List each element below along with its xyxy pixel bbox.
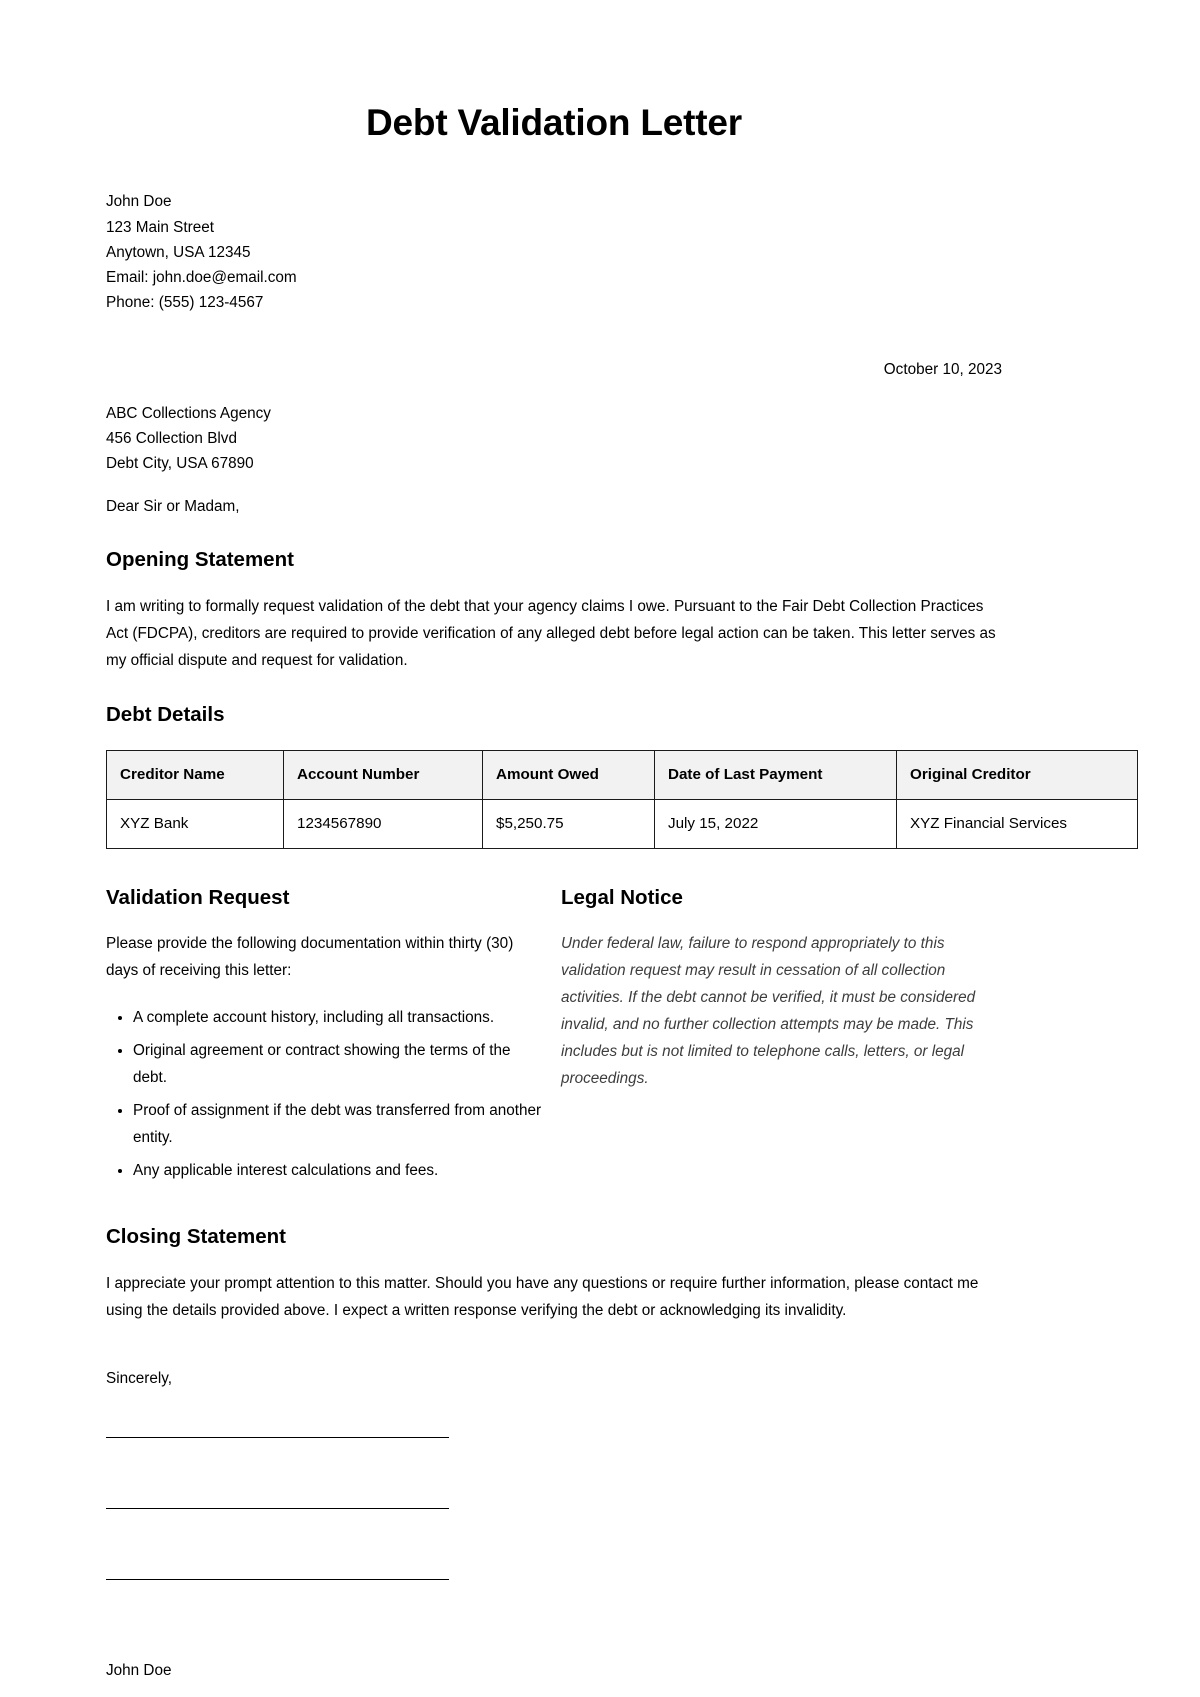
heading-opening-statement: Opening Statement: [106, 548, 294, 572]
validation-request-list: [106, 1004, 561, 1190]
cell-amount-owed: $5,250.75: [483, 799, 655, 848]
debt-details-table: [106, 750, 1138, 849]
signature-area: [106, 1391, 1002, 1683]
signature-line[interactable]: [106, 1579, 449, 1580]
column-header-original-creditor: Original Creditor: [897, 750, 1138, 799]
sender-line: Phone: (555) 123-4567: [106, 294, 264, 312]
page-title: Debt Validation Letter: [366, 102, 742, 143]
signature-line[interactable]: [106, 1437, 449, 1438]
table-body: [107, 799, 1138, 848]
table-header-row: [107, 750, 1138, 799]
recipient-address-block: [106, 401, 1002, 477]
paragraph-opening-statement: I am writing to formally request validation of the debt that your agency claims I owe. Pursuant to the Fair Debt Collection Practices Act (FDCPA), creditors are required to provide verification of any alleged debt before legal action can be taken. This letter serves as my official dispute and request for validation.: [106, 598, 996, 670]
sender-line: John Doe: [106, 193, 172, 211]
heading-validation-request: Validation Request: [106, 885, 290, 909]
list-item: • Proof of assignment if the debt was transferred from another entity.: [133, 1097, 543, 1157]
column-header-amount-owed: Amount Owed: [483, 750, 655, 799]
salutation: Dear Sir or Madam,: [106, 498, 240, 516]
validation-request-column: [106, 865, 561, 1191]
recipient-line: 456 Collection Blvd: [106, 429, 237, 447]
cell-account-number: 1234567890: [284, 799, 483, 848]
sender-line: Anytown, USA 12345: [106, 243, 251, 261]
recipient-line: Debt City, USA 67890: [106, 455, 254, 473]
letter-date: October 10, 2023: [883, 361, 1002, 379]
recipient-line: ABC Collections Agency: [106, 404, 271, 422]
two-column-section: [106, 849, 1002, 1191]
debt-details-table-wrapper: [106, 728, 1067, 849]
list-item: • A complete account history, including all transactions.: [133, 1004, 543, 1037]
heading-legal-notice: Legal Notice: [561, 885, 683, 909]
paragraph-validation-request-intro: Please provide the following documentation within thirty (30) days of receiving this letter:: [106, 935, 514, 980]
paragraph-closing-statement: I appreciate your prompt attention to this matter. Should you have any questions or require further information, please contact me using the details provided above. I expect a written response verifying the debt or acknowledging its invalidity.: [106, 1274, 979, 1319]
column-header-date-of-last-payment: Date of Last Payment: [655, 750, 897, 799]
table-row: [107, 799, 1138, 848]
column-header-account-number: Account Number: [284, 750, 483, 799]
closing-section: [106, 1190, 1002, 1683]
sender-line: 123 Main Street: [106, 218, 214, 236]
table-header: [107, 750, 1138, 799]
heading-debt-details: Debt Details: [106, 703, 225, 727]
list-item: • Any applicable interest calculations and fees.: [133, 1157, 543, 1190]
paragraph-legal-notice: Under federal law, failure to respond appropriately to this validation request may result in cessation of all collection activities. If the debt cannot be verified, it must be considered invalid, and no further collection attempts may be made. This includes but is not limited to telephone calls, letters, or legal proceedings.: [561, 935, 976, 1088]
cell-original-creditor: XYZ Financial Services: [897, 799, 1138, 848]
heading-closing-statement: Closing Statement: [106, 1225, 286, 1249]
signature-line[interactable]: [106, 1508, 449, 1509]
signature-name: John Doe: [106, 1661, 172, 1679]
legal-notice-column: [561, 865, 1002, 1191]
cell-creditor-name: XYZ Bank: [107, 799, 284, 848]
cell-date-of-last-payment: July 15, 2022: [655, 799, 897, 848]
sender-address-block: [106, 189, 1002, 315]
letter-content: [106, 0, 1067, 1683]
closing-salutation: Sincerely,: [106, 1369, 173, 1387]
column-header-creditor-name: Creditor Name: [107, 750, 284, 799]
sender-line: Email: john.doe@email.com: [106, 269, 297, 286]
list-item: • Original agreement or contract showing the terms of the debt.: [133, 1037, 543, 1097]
